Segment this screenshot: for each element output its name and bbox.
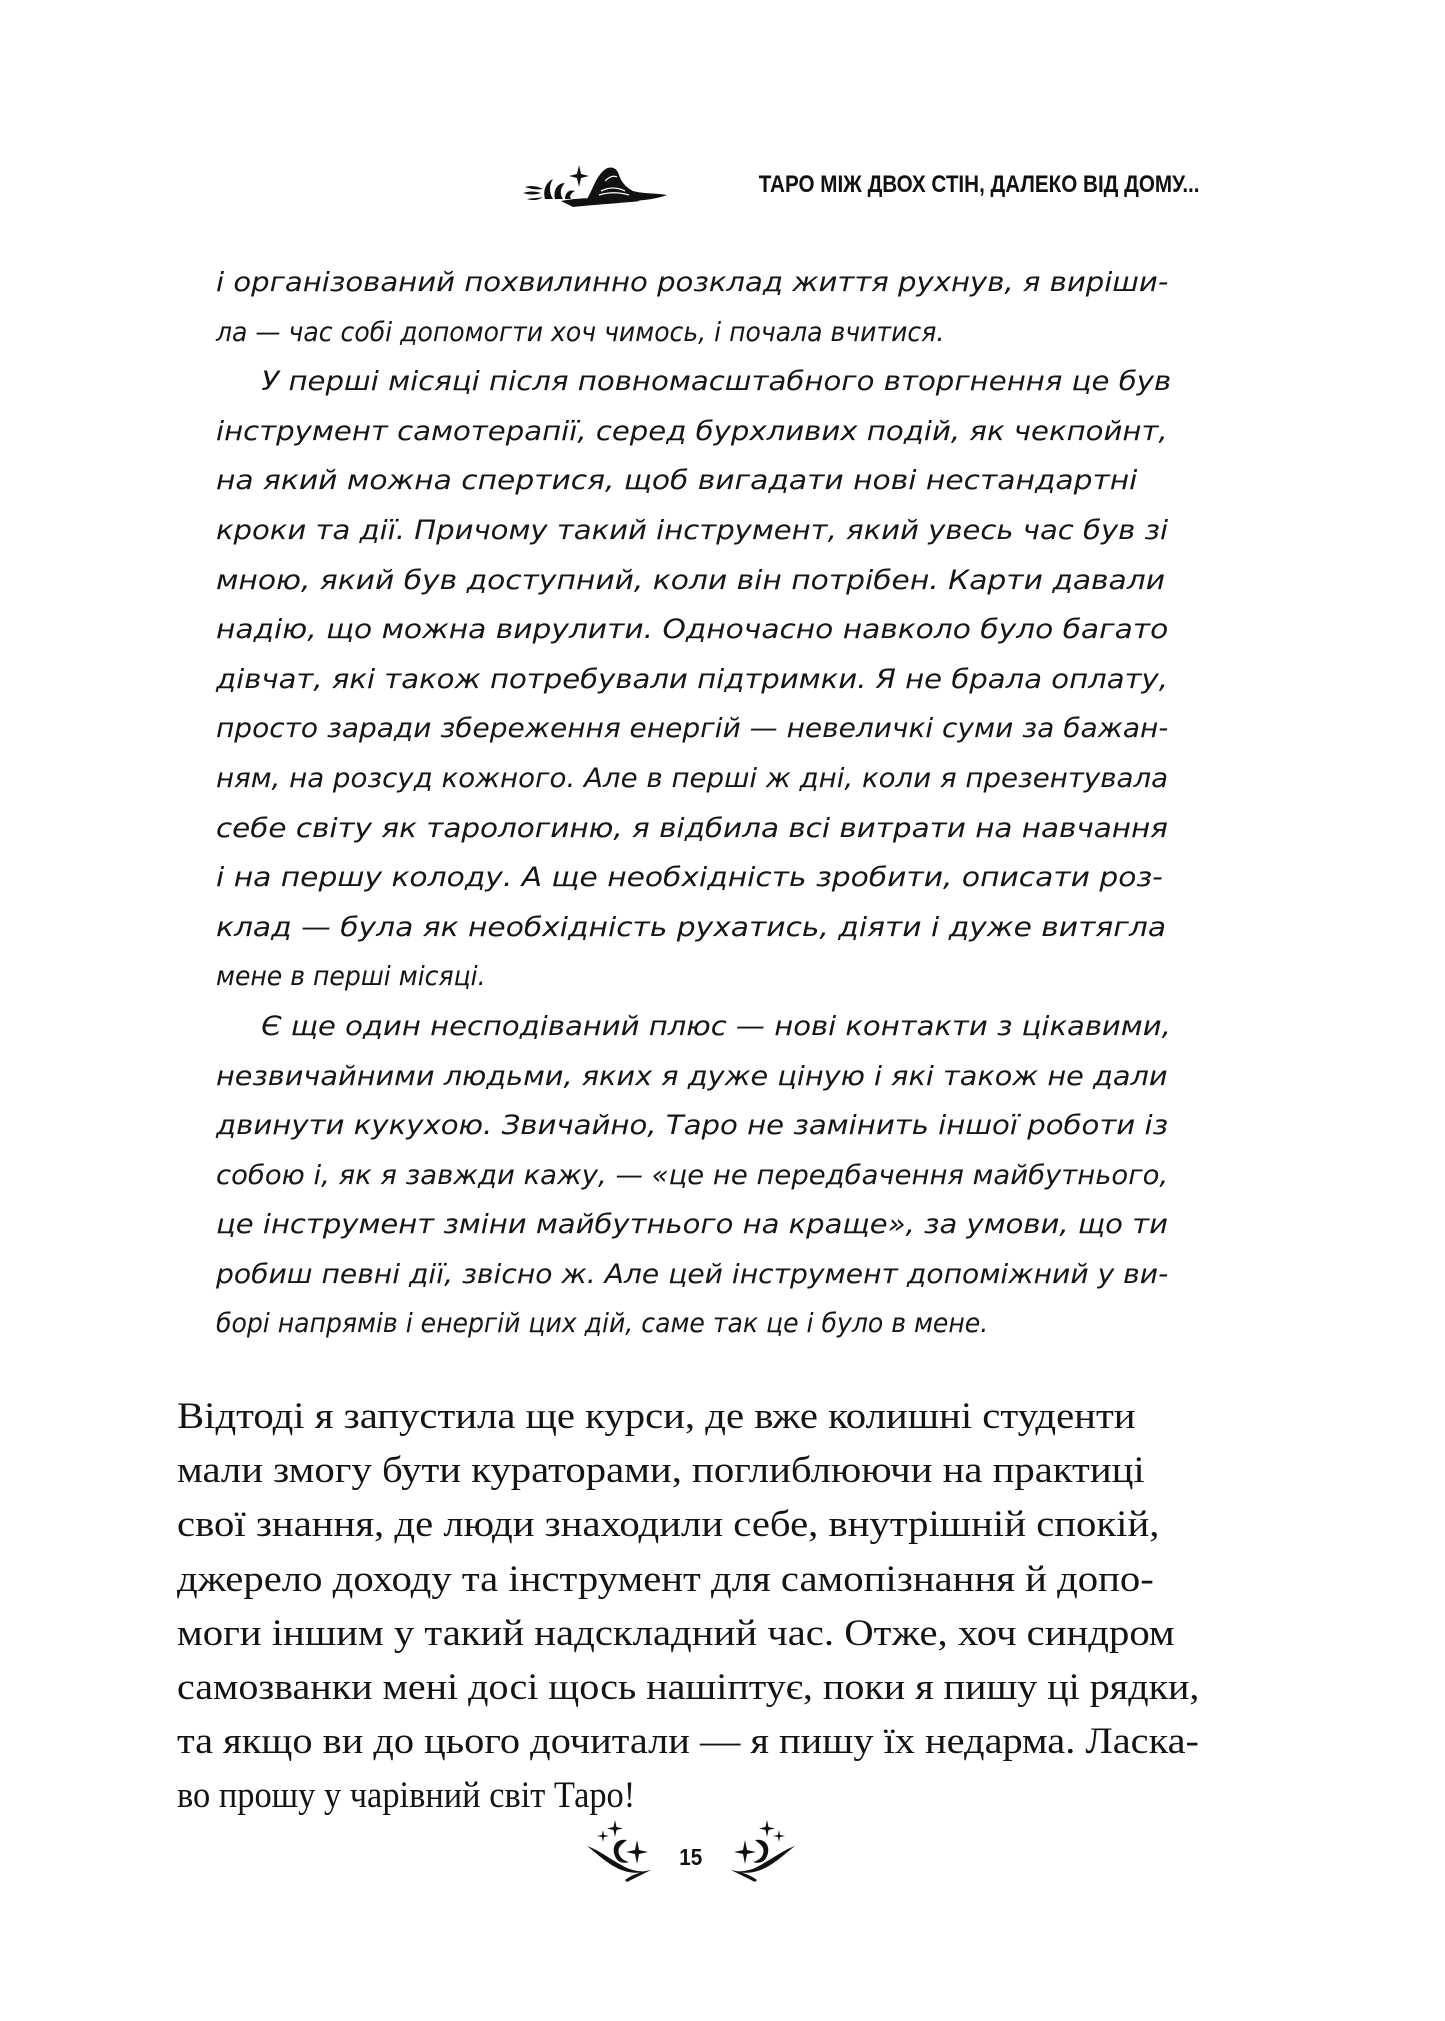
quote-line: кроки та дії. Причому такий інструмент, який увесь час був зі [216, 514, 1169, 546]
quote-line: і організований похвилинно розклад життя рухнув, я виріши- [216, 267, 1169, 298]
italic-quote-block [216, 258, 1172, 1349]
quote-line: мною, який був доступний, коли він потрібен. Карти давали [216, 564, 1166, 596]
quote-line: себе світу як тарологиню, я відбила всі витрати на навчання [216, 812, 1168, 844]
body-line: джерело доходу та інструмент для самопізнання й допо- [177, 1558, 1154, 1600]
quote-line: це інструмент зміни майбутнього на краще», за умови, що ти [216, 1209, 1168, 1241]
quote-line: робиш певні дії, звісно ж. Але цей інструмент допоміжний у ви- [216, 1258, 1169, 1290]
body-line: во прошу у чарівний світ Таро! [177, 1775, 636, 1817]
running-header [466, 160, 1200, 210]
crescent-moon-stars-flourish-icon-right [729, 1818, 797, 1882]
body-line: Відтоді я запустила ще курси, де вже колишні студенти [177, 1396, 1136, 1437]
quote-line: собою і, як я завжди кажу, — «це не передбачення майбутнього, [216, 1159, 1169, 1191]
quote-line: Є ще один несподіваний плюс — нові контакти з цікавими, [261, 1010, 1171, 1042]
body-line: та якщо ви до цього дочитали — я пишу їх недарма. Ласка- [177, 1721, 1199, 1763]
quote-line: мене в перші місяці. [216, 961, 486, 993]
quote-line: клад — була як необхідність рухатись, діяти і дуже витягла [216, 911, 1167, 943]
crescent-moon-stars-flourish-icon-left [585, 1818, 653, 1882]
quote-line: на який можна спертися, щоб вигадати нові нестандартні [216, 465, 1138, 497]
quote-line: просто заради збереження енергій — невеличкі суми за бажан- [216, 713, 1169, 745]
quote-line: ла — час собі допомогти хоч чимось, і почала вчитися. [216, 316, 945, 348]
body-line: самозванки мені досі щось нашіптує, поки я пишу ці рядки, [177, 1666, 1200, 1708]
running-title: ТАРО МІЖ ДВОХ СТІН, ДАЛЕКО ВІД ДОМУ... [759, 171, 1200, 198]
quote-line: інструмент самотерапії, серед бурхливих подій, як чекпойнт, [216, 415, 1168, 447]
quote-line: незвичайними людьми, яких я дуже ціную і які також не дали [216, 1060, 1168, 1092]
page-number: 15 [679, 1843, 703, 1870]
quote-line: ням, на розсуд кожного. Але в перші ж дні, коли я презентувала [216, 762, 1169, 794]
body-line: свої знання, де люди знаходили себе, внутрішній спокій, [177, 1504, 1160, 1546]
witch-hat-with-star-flourish-icon [521, 161, 669, 209]
quote-line: дівчат, які також потребували підтримки. Я не брала оплату, [216, 663, 1169, 695]
page-footer [585, 1810, 797, 1890]
quote-line: У перші місяці після повномасштабного вторгнення це був [261, 366, 1172, 398]
quote-line: двинути кукухою. Звичайно, Таро не замінить іншої роботи із [216, 1110, 1169, 1142]
body-line: мали змогу бути кураторами, поглиблюючи на практиці [177, 1450, 1145, 1492]
body-paragraph [177, 1390, 1199, 1824]
quote-line: борі напрямів і енергій цих дій, саме так це і було в мене. [216, 1308, 989, 1340]
quote-line: і на першу колоду. А ще необхідність зробити, описати роз- [216, 862, 1163, 894]
body-line: моги іншим у такий надскладний час. Отже, хоч синдром [177, 1612, 1175, 1654]
quote-line: надію, що можна вирулити. Одночасно навколо було багато [216, 614, 1169, 646]
